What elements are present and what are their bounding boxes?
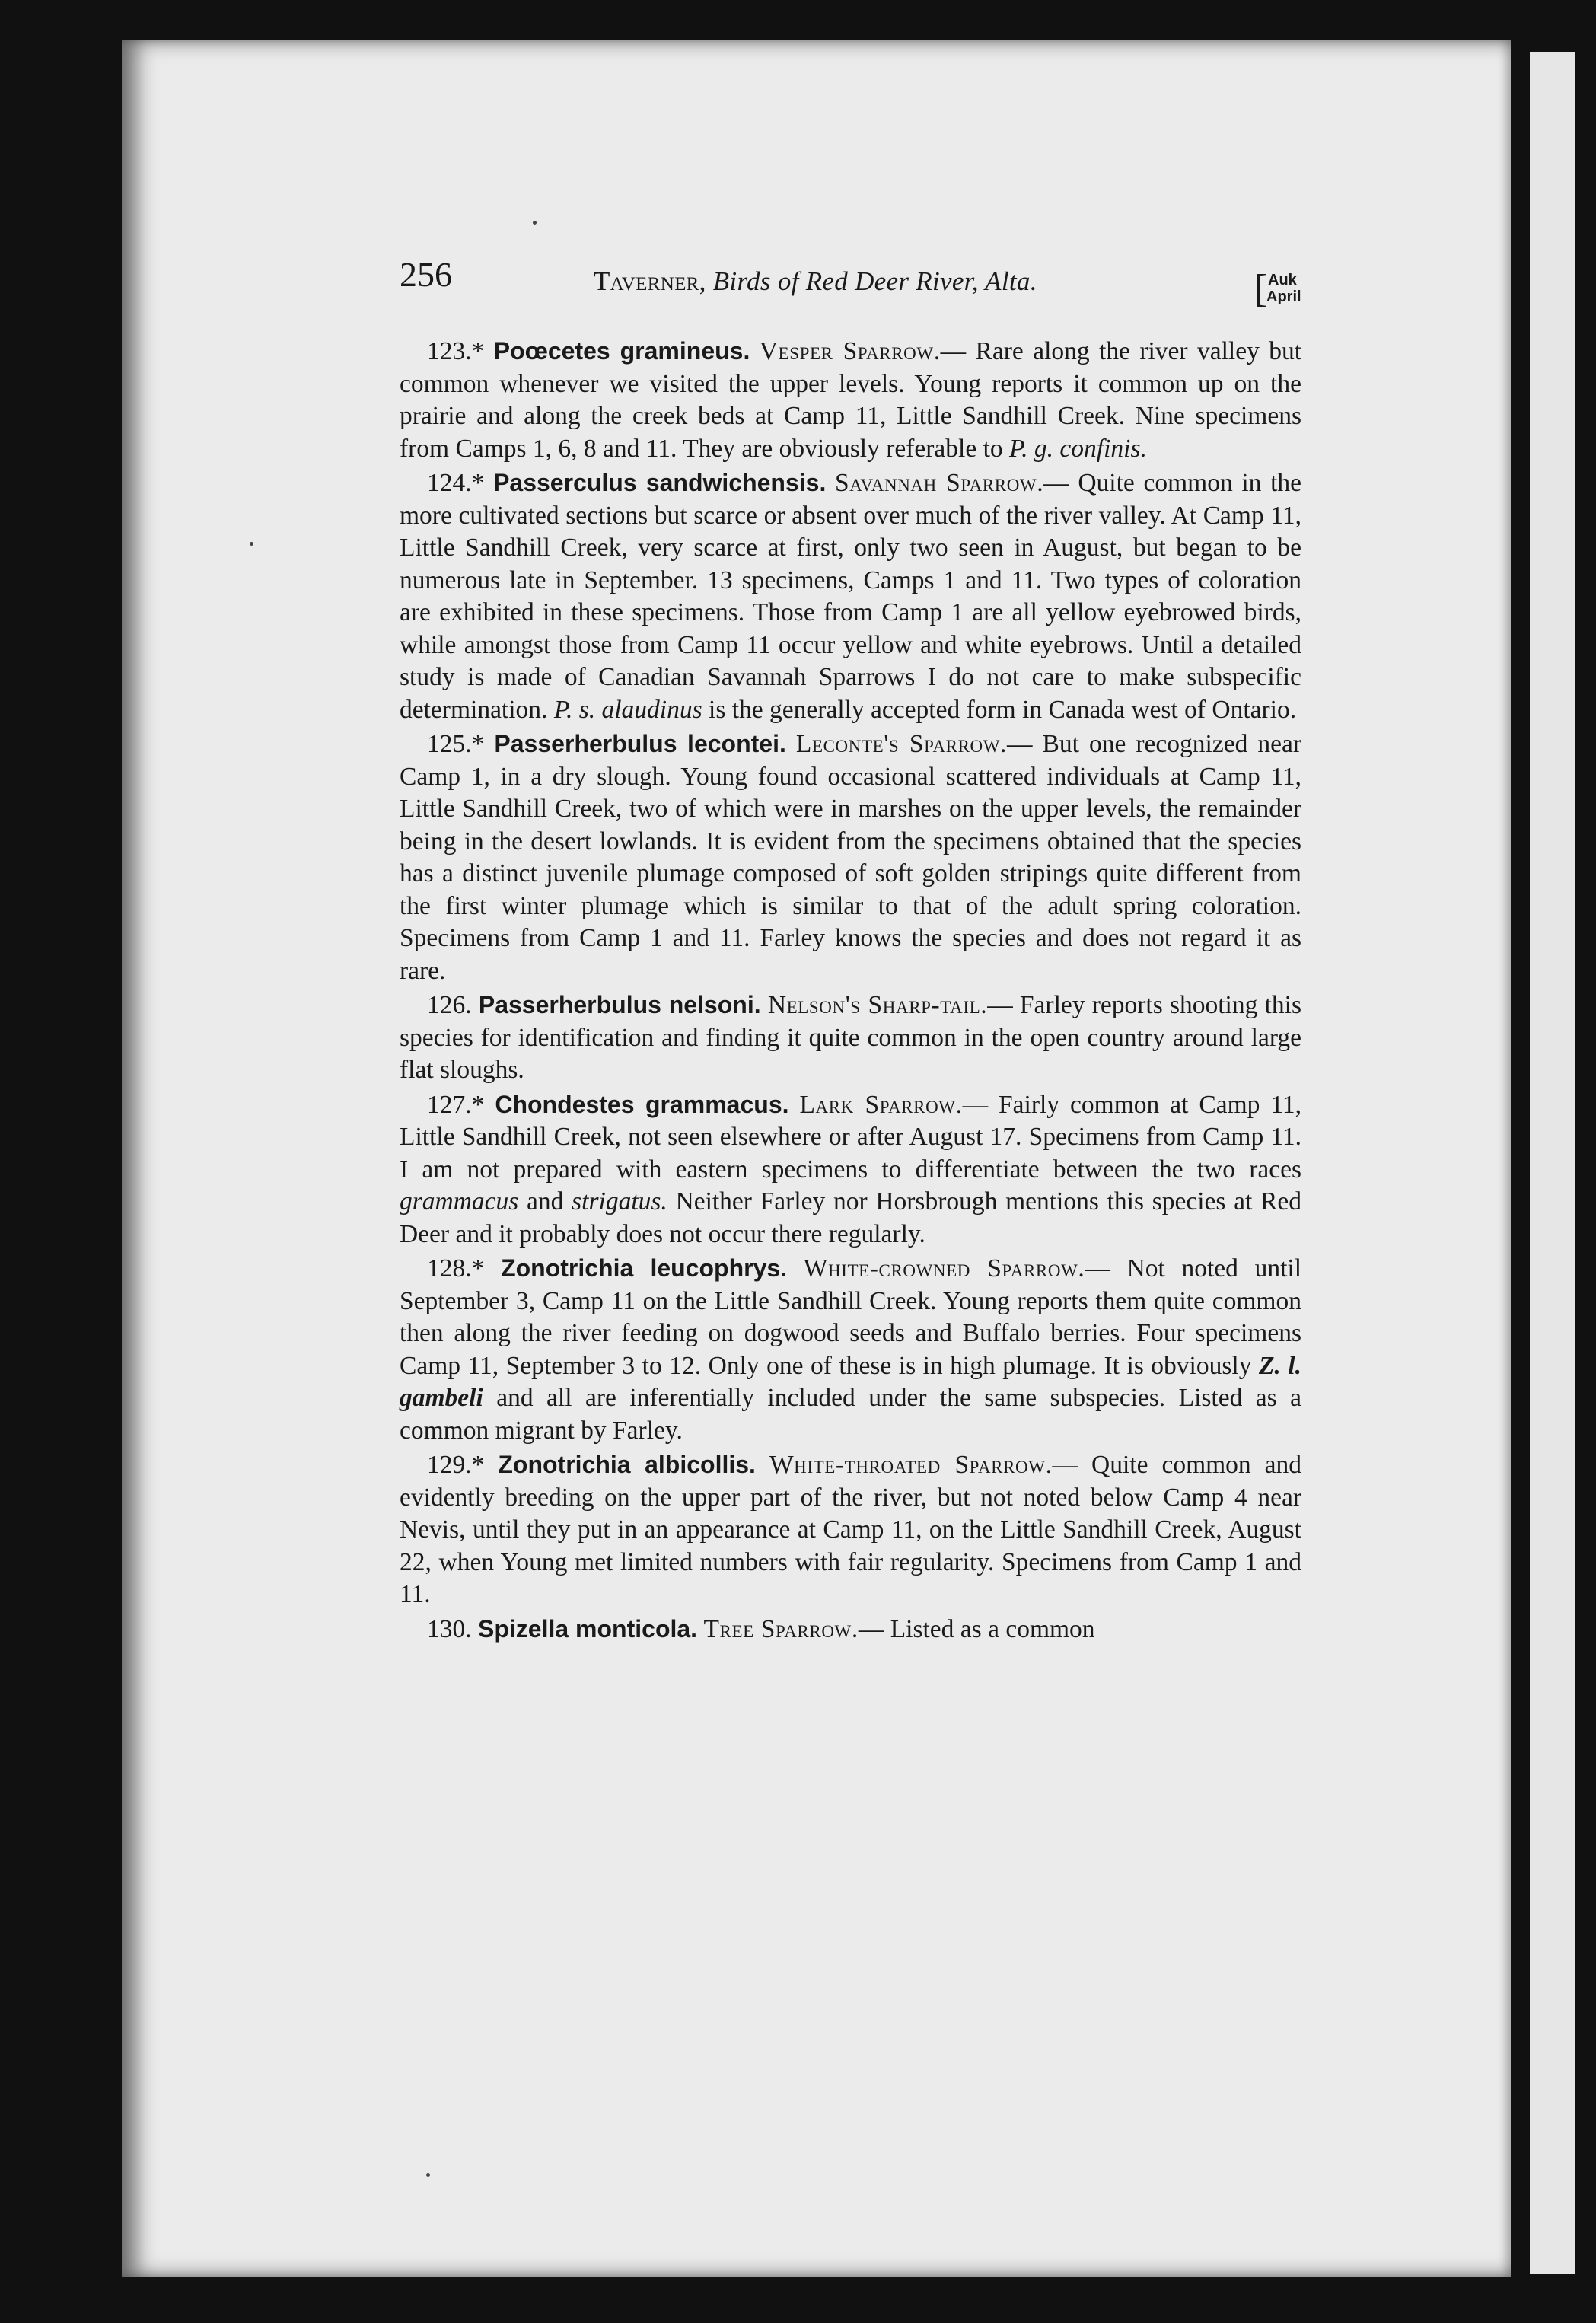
entry-text: — Listed as a common: [858, 1614, 1095, 1643]
common-name: Lark Sparrow.: [799, 1090, 963, 1119]
scientific-name: Passerherbulus lecontei.: [494, 730, 786, 757]
entry-text: is the generally accepted form in Canada west of Ontario.: [702, 695, 1297, 724]
scientific-name: Passerherbulus nelsoni.: [478, 991, 761, 1018]
scientific-name: Poœcetes gramineus.: [493, 337, 750, 365]
species-entry-127: [400, 1088, 1301, 1251]
page-number: 256: [400, 255, 452, 294]
common-name: White-throated Sparrow.: [769, 1451, 1053, 1479]
common-name: Leconte's Sparrow.: [795, 730, 1008, 758]
scan-speck: [533, 221, 537, 225]
species-entry-128: [400, 1252, 1301, 1447]
author-name: Taverner,: [594, 266, 706, 296]
scientific-name: Passerculus sandwichensis.: [493, 469, 827, 496]
entry-text: — Fairly common at Camp 11, Little Sandhill Creek, not seen elsewhere or after August 17. Specimens from Camp 11. I am not prepared with eastern specimens to differentiate between the two races: [400, 1090, 1301, 1184]
entry-italic: P. s. alaudinus: [553, 695, 702, 724]
common-name: Nelson's Sharp-tail.: [767, 991, 988, 1019]
scan-speck: [250, 542, 253, 546]
issue-month: April: [1266, 288, 1301, 305]
entry-number: 123.*: [427, 337, 485, 365]
running-header: [400, 251, 1328, 320]
common-name: Savannah Sparrow.: [835, 469, 1044, 497]
book-title: Birds of Red Deer River, Alta.: [712, 266, 1037, 296]
entry-text: — But one recognized near Camp 1, in a dry slough. Young found occasional scattered individuals at Camp 11, Little Sandhill Creek, two of which were in marshes on the upper levels, the remainder being in the desert lowlands. It is evident from the specimens obtained that the species has a distinct juvenile plumage composed of soft golden stripings quite different from the first winter plumage which is similar to that of the adult spring coloration. Specimens from Camp 1 and 11. Farley knows the species and does not regard it as rare.: [400, 730, 1301, 985]
entry-text: — Farley reports shooting this species for identification and finding it quite common in the open country around large flat sloughs.: [400, 991, 1301, 1084]
entry-number: 127.*: [427, 1090, 485, 1119]
species-entry-130: [400, 1613, 1301, 1646]
species-entry-123: [400, 335, 1301, 465]
species-entry-124: [400, 467, 1301, 726]
issue-journal: Auk: [1268, 272, 1297, 288]
entry-number: 129.*: [427, 1451, 485, 1479]
entry-text: and all are inferentially included under the same subspecies. Listed as a common migrant by Farley.: [400, 1384, 1301, 1445]
species-entry-129: [400, 1448, 1301, 1611]
entry-number: 124.*: [427, 469, 485, 497]
scientific-name: Chondestes grammacus.: [495, 1090, 789, 1118]
common-name: Tree Sparrow.: [703, 1614, 859, 1643]
common-name: White-crowned Sparrow.: [803, 1254, 1085, 1283]
facing-page-edge: [1530, 52, 1575, 2274]
species-entry-125: [400, 728, 1301, 987]
entry-text: — Rare along the river valley but common whenever we visited the upper levels. Young reports it common up on the prairie and along the creek beds at Camp 11, Little Sandhill Creek. Nine specimens from Camps 1, 6, 8 and 11. They are obviously referable to: [400, 337, 1302, 463]
scan-speck: [426, 2173, 430, 2177]
entry-italic: P. g. confinis.: [1009, 434, 1147, 463]
entry-number: 128.*: [427, 1254, 485, 1283]
scientific-name: Spizella monticola.: [478, 1614, 698, 1643]
species-entry-126: [400, 989, 1301, 1087]
entry-text: Neither Farley nor Horsbrough mentions this species at Red Deer and it probably does not occur there regularly.: [400, 1187, 1301, 1248]
entry-number: 126.: [427, 991, 472, 1019]
scientific-name: Zonotrichia leucophrys.: [501, 1254, 788, 1282]
running-title: [594, 266, 1037, 297]
page-body: [400, 335, 1301, 1647]
entry-text: — Quite common in the more cultivated sections but scarce or absent over much of the river valley. At Camp 11, Little Sandhill Creek, very scarce at first, only two seen in August, but began to be numerous late in September. 13 specimens, Camps 1 and 11. Two types of coloration are exhibited in these specimens. Those from Camp 1 are all yellow eyebrowed birds, while amongst those from Camp 11 occur yellow and white eyebrows. Until a detailed study is made of Canadian Savannah Sparrows I do not care to make subspecific determination.: [400, 469, 1302, 724]
common-name: Vesper Sparrow.: [759, 337, 941, 365]
entry-italic: grammacus: [400, 1187, 519, 1216]
entry-italic: strigatus.: [572, 1187, 667, 1216]
issue-bracket: [: [1254, 267, 1268, 311]
entry-text: — Quite common and evidently breeding on the upper part of the river, but not noted below Camp 4 near Nevis, until they put in an appearance at Camp 11, on the Little Sandhill Creek, August 22, when Young met limited numbers with fair regularity. Specimens from Camp 1 and 11.: [400, 1451, 1302, 1608]
entry-text: — Not noted until September 3, Camp 11 on the Little Sandhill Creek. Young reports them quite common then along the river feeding on dogwood seeds and Buffalo berries. Four specimens Camp 11, September 3 to 12. Only one of these is in high plumage. It is obviously: [400, 1254, 1302, 1380]
entry-number: 125.*: [427, 730, 485, 758]
entry-text: and: [518, 1187, 572, 1216]
entry-italic: Z. l. gambeli: [400, 1351, 1301, 1412]
entry-number: 130.: [427, 1614, 472, 1643]
scientific-name: Zonotrichia albicollis.: [498, 1451, 756, 1478]
